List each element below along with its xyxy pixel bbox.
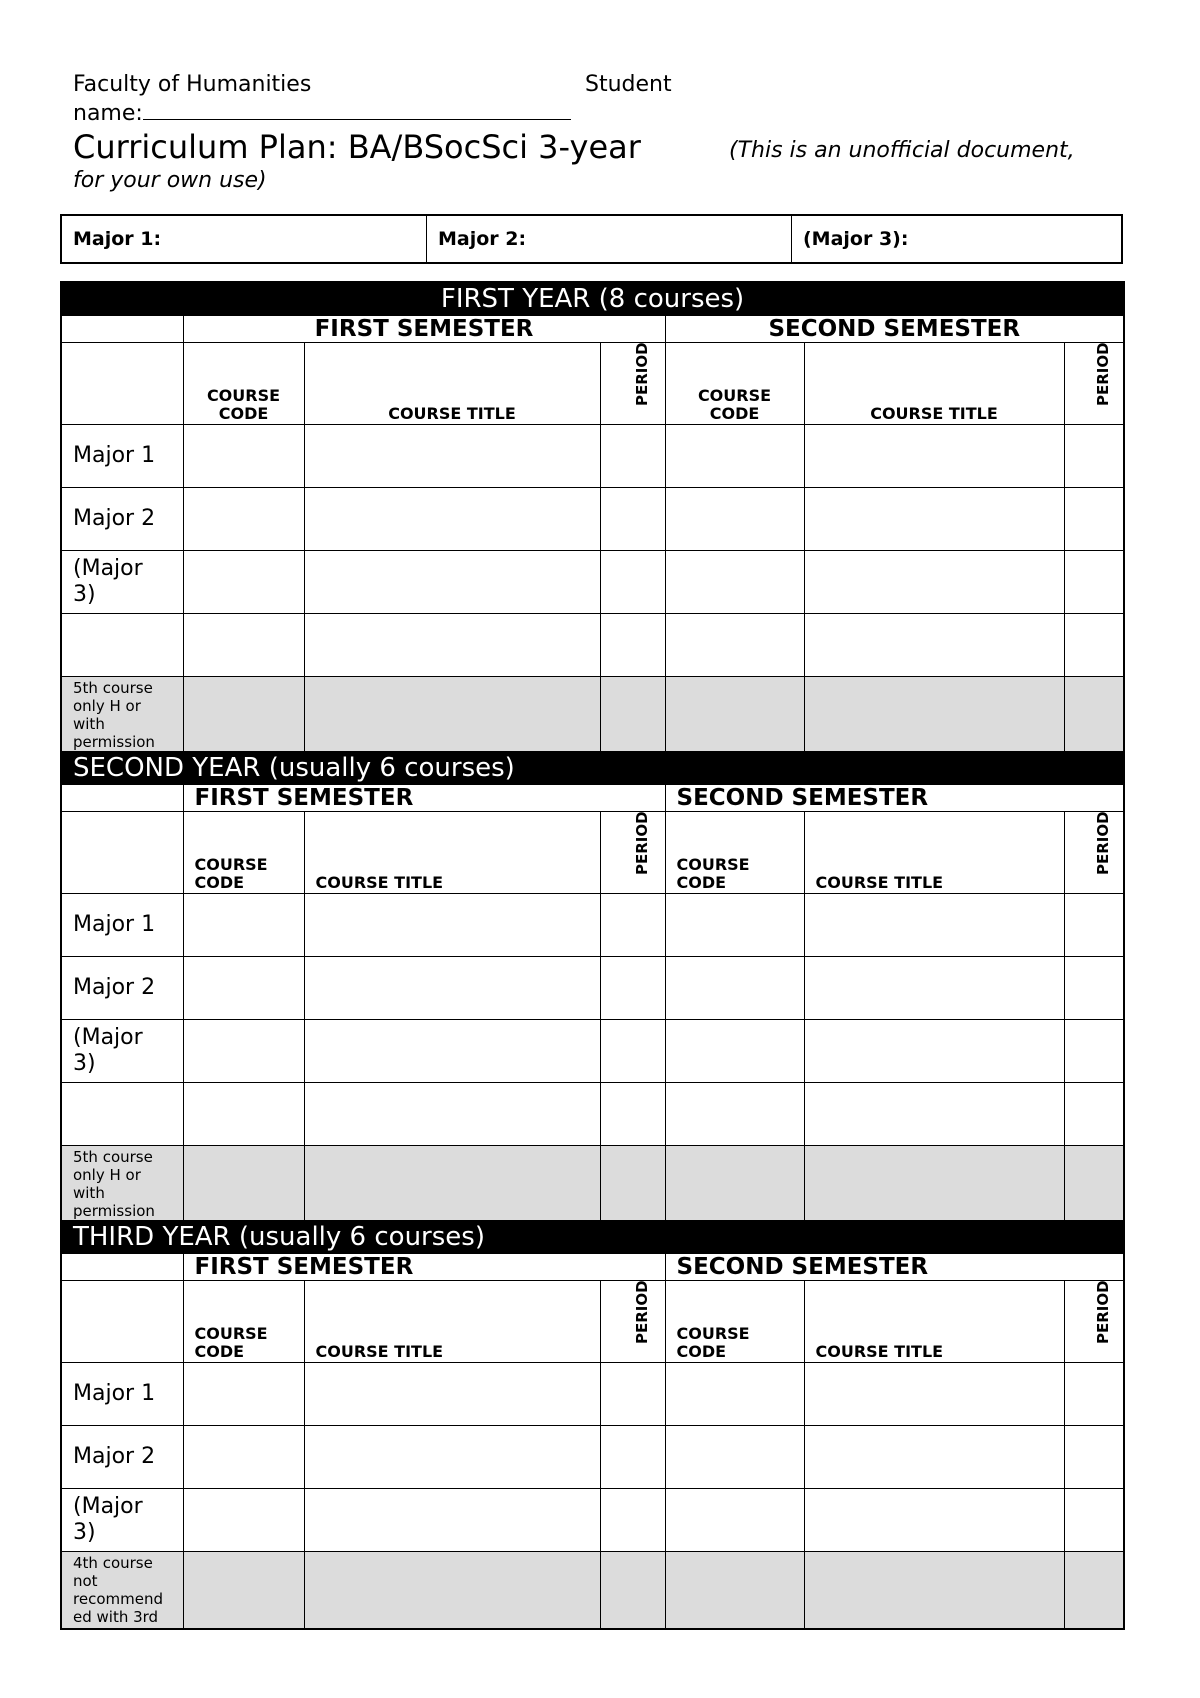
input-cell[interactable] <box>600 614 665 677</box>
input-cell[interactable] <box>304 1146 600 1221</box>
blank-cell <box>61 343 183 425</box>
input-cell[interactable] <box>600 957 665 1020</box>
course-code-text: COURSE <box>194 1324 268 1343</box>
course-title-header: COURSE TITLE <box>804 1281 1064 1363</box>
input-cell[interactable] <box>600 1083 665 1146</box>
input-cell[interactable] <box>804 1489 1064 1552</box>
semester-header-row <box>61 785 1124 812</box>
input-cell[interactable] <box>804 894 1064 957</box>
course-code-text: COURSE <box>194 855 268 874</box>
first-semester-label: FIRST SEMESTER <box>183 1254 665 1281</box>
input-cell[interactable] <box>600 488 665 551</box>
course-code-text: CODE <box>194 1342 245 1361</box>
second-semester-label: SECOND SEMESTER <box>665 1254 1124 1281</box>
input-cell[interactable] <box>1064 677 1124 752</box>
input-cell[interactable] <box>600 425 665 488</box>
column-header-row <box>61 812 1124 894</box>
input-cell[interactable] <box>665 425 804 488</box>
input-cell[interactable] <box>304 1363 600 1426</box>
table-row <box>61 425 1124 488</box>
input-cell[interactable] <box>804 1083 1064 1146</box>
row-label-major2: Major 2 <box>61 1426 183 1489</box>
input-cell[interactable] <box>665 551 804 614</box>
row-label-major1: Major 1 <box>61 894 183 957</box>
row-label-major2: Major 2 <box>61 957 183 1020</box>
input-cell[interactable] <box>183 1363 304 1426</box>
input-cell[interactable] <box>1064 1363 1124 1426</box>
row-label-major1: Major 1 <box>61 425 183 488</box>
input-cell[interactable] <box>304 677 600 752</box>
note-text: 5th course <box>73 679 153 697</box>
input-cell[interactable] <box>600 1489 665 1552</box>
input-cell[interactable] <box>304 1020 600 1083</box>
period-text: PERIOD <box>1093 1280 1112 1344</box>
course-title-header: COURSE TITLE <box>304 343 600 425</box>
major3-text: (Major <box>73 1025 143 1050</box>
input-cell[interactable] <box>183 488 304 551</box>
input-cell[interactable] <box>304 551 600 614</box>
row-label-major3 <box>61 1020 183 1083</box>
input-cell[interactable] <box>804 488 1064 551</box>
input-cell[interactable] <box>665 1489 804 1552</box>
major3-text: 3) <box>73 1051 96 1076</box>
row-label-major1: Major 1 <box>61 1363 183 1426</box>
first-semester-label: FIRST SEMESTER <box>183 785 665 812</box>
input-cell[interactable] <box>804 1020 1064 1083</box>
column-header-row <box>61 343 1124 425</box>
input-cell[interactable] <box>183 1083 304 1146</box>
table-row-extra-course <box>61 1146 1124 1221</box>
table-row <box>61 1363 1124 1426</box>
input-cell[interactable] <box>804 425 1064 488</box>
input-cell[interactable] <box>804 551 1064 614</box>
course-title-header: COURSE TITLE <box>804 343 1064 425</box>
course-code-text: COURSE <box>676 1324 750 1343</box>
course-code-text: CODE <box>676 873 727 892</box>
input-cell[interactable] <box>1064 1020 1124 1083</box>
input-cell[interactable] <box>804 1426 1064 1489</box>
course-title-header: COURSE TITLE <box>304 1281 600 1363</box>
input-cell[interactable] <box>665 1020 804 1083</box>
course-code-header <box>183 1281 304 1363</box>
period-header <box>600 343 665 425</box>
course-code-text: CODE <box>218 404 269 423</box>
input-cell[interactable] <box>304 488 600 551</box>
input-cell[interactable] <box>665 957 804 1020</box>
input-cell[interactable] <box>665 488 804 551</box>
input-cell[interactable] <box>183 425 304 488</box>
input-cell[interactable] <box>304 614 600 677</box>
row-label-blank <box>61 1083 183 1146</box>
course-code-text: COURSE <box>676 855 750 874</box>
input-cell[interactable] <box>804 1552 1064 1630</box>
input-cell[interactable] <box>304 894 600 957</box>
faculty-name: Faculty of Humanities <box>73 72 312 97</box>
input-cell[interactable] <box>600 894 665 957</box>
second-semester-label: SECOND SEMESTER <box>665 785 1124 812</box>
period-text: PERIOD <box>632 811 651 875</box>
input-cell[interactable] <box>183 1020 304 1083</box>
course-code-header <box>665 812 804 894</box>
input-cell[interactable] <box>183 957 304 1020</box>
note-text: only H or <box>73 1166 141 1184</box>
major3-text: (Major <box>73 1494 143 1519</box>
input-cell[interactable] <box>183 1489 304 1552</box>
period-text: PERIOD <box>1093 342 1112 406</box>
input-cell[interactable] <box>183 1552 304 1630</box>
input-cell[interactable] <box>665 677 804 752</box>
second-year-title: SECOND YEAR (usually 6 courses) <box>61 752 1124 785</box>
table-row <box>61 1426 1124 1489</box>
input-cell[interactable] <box>600 1552 665 1630</box>
input-cell[interactable] <box>665 894 804 957</box>
note-text: permission <box>73 733 155 751</box>
extra-course-note <box>61 677 183 752</box>
input-cell[interactable] <box>1064 1552 1124 1630</box>
input-cell[interactable] <box>1064 1426 1124 1489</box>
second-semester-label: SECOND SEMESTER <box>665 316 1124 343</box>
input-cell[interactable] <box>183 614 304 677</box>
student-label: Student <box>585 72 672 97</box>
input-cell[interactable] <box>665 614 804 677</box>
input-cell[interactable] <box>304 1489 600 1552</box>
note-text: 5th course <box>73 1148 153 1166</box>
student-name-line <box>73 99 571 126</box>
course-title-header: COURSE TITLE <box>804 812 1064 894</box>
input-cell[interactable] <box>304 957 600 1020</box>
blank-cell <box>61 1254 183 1281</box>
table-row-extra-course <box>61 1552 1124 1630</box>
course-code-header <box>183 343 304 425</box>
input-cell[interactable] <box>665 1426 804 1489</box>
table-row <box>61 957 1124 1020</box>
major3-text: 3) <box>73 1520 96 1545</box>
table-row <box>61 488 1124 551</box>
row-label-major3 <box>61 1489 183 1552</box>
major2-field[interactable]: Major 2: <box>427 215 792 263</box>
input-cell[interactable] <box>600 551 665 614</box>
table-row-extra-course <box>61 677 1124 752</box>
row-label-major3 <box>61 551 183 614</box>
period-header <box>600 1281 665 1363</box>
course-title-header: COURSE TITLE <box>304 812 600 894</box>
input-cell[interactable] <box>183 894 304 957</box>
input-cell[interactable] <box>1064 614 1124 677</box>
input-cell[interactable] <box>183 551 304 614</box>
note-text: not <box>73 1572 98 1590</box>
table-row <box>61 614 1124 677</box>
name-label: name: <box>73 101 143 126</box>
input-cell[interactable] <box>1064 957 1124 1020</box>
input-cell[interactable] <box>804 957 1064 1020</box>
input-cell[interactable] <box>1064 425 1124 488</box>
blank-cell <box>61 1281 183 1363</box>
input-cell[interactable] <box>665 1083 804 1146</box>
table-row <box>61 1083 1124 1146</box>
input-cell[interactable] <box>183 677 304 752</box>
input-cell[interactable] <box>304 1426 600 1489</box>
input-cell[interactable] <box>1064 894 1124 957</box>
table-row <box>61 1489 1124 1552</box>
input-cell[interactable] <box>304 1552 600 1630</box>
period-text: PERIOD <box>632 342 651 406</box>
input-cell[interactable] <box>665 1146 804 1221</box>
student-name-field[interactable] <box>143 99 571 120</box>
input-cell[interactable] <box>804 614 1064 677</box>
curriculum-plan-table <box>60 281 1125 1630</box>
course-code-header <box>183 812 304 894</box>
period-text: PERIOD <box>632 1280 651 1344</box>
note-text: only H or <box>73 697 141 715</box>
period-header <box>1064 812 1124 894</box>
input-cell[interactable] <box>804 1146 1064 1221</box>
third-year-band <box>61 1221 1124 1254</box>
note-text: 4th course <box>73 1554 153 1572</box>
first-year-band <box>61 282 1124 316</box>
blank-cell <box>61 812 183 894</box>
input-cell[interactable] <box>600 677 665 752</box>
note-text: permission <box>73 1202 155 1220</box>
page-title: Curriculum Plan: BA/BSocSci 3-year <box>73 128 641 166</box>
input-cell[interactable] <box>183 1426 304 1489</box>
input-cell[interactable] <box>1064 551 1124 614</box>
major3-text: (Major <box>73 556 143 581</box>
row-label-major2: Major 2 <box>61 488 183 551</box>
period-text: PERIOD <box>1093 811 1112 875</box>
input-cell[interactable] <box>665 1363 804 1426</box>
course-code-text: COURSE <box>697 386 772 405</box>
note-text: recommend <box>73 1590 163 1608</box>
course-code-text: CODE <box>709 404 760 423</box>
extra-course-note <box>61 1146 183 1221</box>
major3-text: 3) <box>73 582 96 607</box>
input-cell[interactable] <box>1064 1083 1124 1146</box>
second-year-band <box>61 752 1124 785</box>
unofficial-note: (This is an unofficial document, <box>729 138 1075 163</box>
blank-cell <box>61 785 183 812</box>
note-text: with <box>73 715 105 733</box>
period-header <box>600 812 665 894</box>
table-row <box>61 894 1124 957</box>
faculty-line <box>73 72 672 97</box>
note-text: ed with 3rd <box>73 1608 159 1626</box>
input-cell[interactable] <box>600 1020 665 1083</box>
unofficial-note-cont: for your own use) <box>73 168 267 193</box>
input-cell[interactable] <box>183 1146 304 1221</box>
extra-course-note <box>61 1552 183 1630</box>
first-semester-label: FIRST SEMESTER <box>183 316 665 343</box>
input-cell[interactable] <box>804 677 1064 752</box>
course-code-text: CODE <box>194 873 245 892</box>
input-cell[interactable] <box>600 1146 665 1221</box>
course-code-text: COURSE <box>206 386 281 405</box>
period-header <box>1064 343 1124 425</box>
first-year-title: FIRST YEAR (8 courses) <box>61 282 1124 316</box>
page-title-line <box>73 128 1075 166</box>
course-code-header <box>665 1281 804 1363</box>
semester-header-row <box>61 316 1124 343</box>
input-cell[interactable] <box>804 1363 1064 1426</box>
table-row <box>61 1020 1124 1083</box>
majors-table <box>60 214 1123 264</box>
row-label-blank <box>61 614 183 677</box>
column-header-row <box>61 1281 1124 1363</box>
table-row <box>61 551 1124 614</box>
input-cell[interactable] <box>304 1083 600 1146</box>
note-text: with <box>73 1184 105 1202</box>
period-header <box>1064 1281 1124 1363</box>
major3-field[interactable]: (Major 3): <box>792 215 1123 263</box>
input-cell[interactable] <box>304 425 600 488</box>
semester-header-row <box>61 1254 1124 1281</box>
major1-field[interactable]: Major 1: <box>61 215 427 263</box>
input-cell[interactable] <box>1064 488 1124 551</box>
course-code-header <box>665 343 804 425</box>
input-cell[interactable] <box>665 1552 804 1630</box>
input-cell[interactable] <box>1064 1146 1124 1221</box>
course-code-text: CODE <box>676 1342 727 1361</box>
input-cell[interactable] <box>600 1426 665 1489</box>
blank-cell <box>61 316 183 343</box>
input-cell[interactable] <box>600 1363 665 1426</box>
third-year-title: THIRD YEAR (usually 6 courses) <box>61 1221 1124 1254</box>
input-cell[interactable] <box>1064 1489 1124 1552</box>
